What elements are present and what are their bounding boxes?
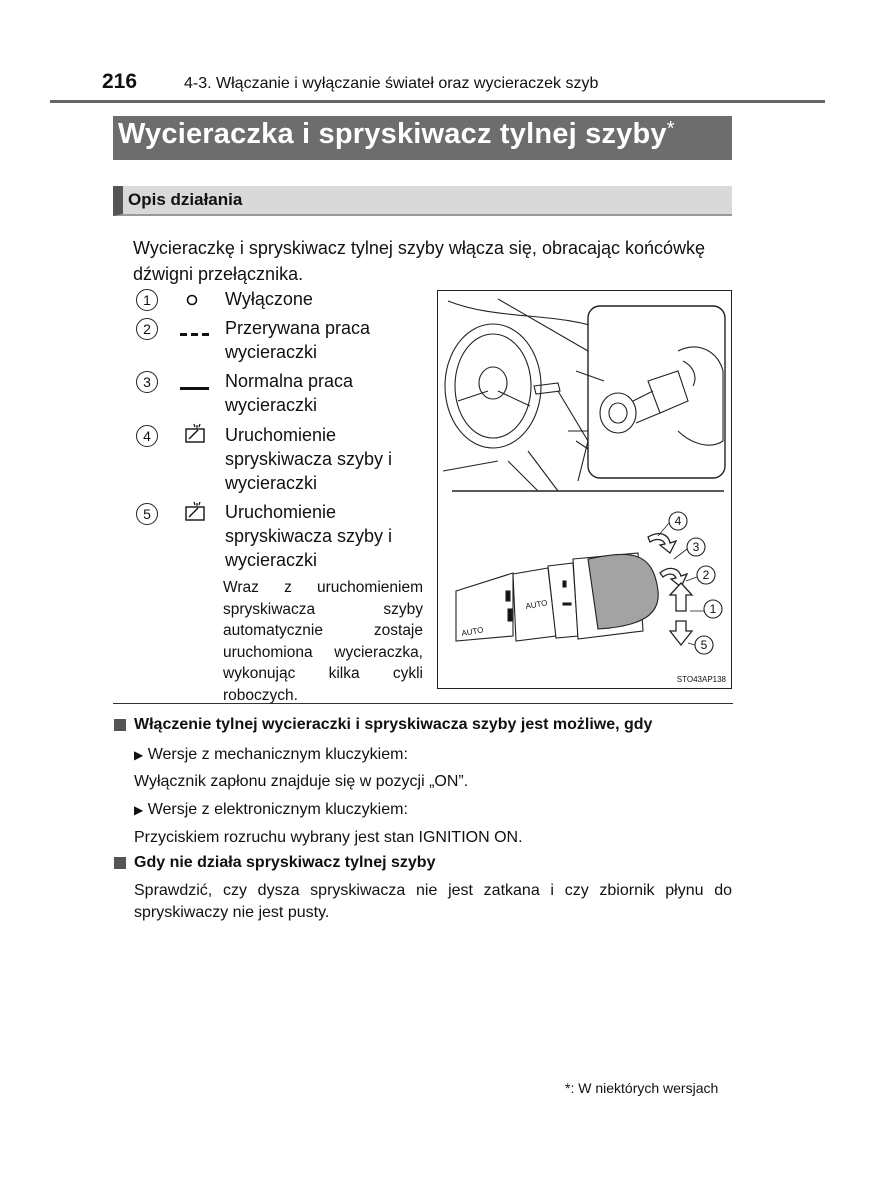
triangle-bullet-icon: ▶	[134, 803, 144, 817]
failure-heading: Gdy nie działa spryskiwacz tylnej szyby	[134, 854, 436, 871]
normal-symbol-icon	[180, 379, 210, 397]
square-bullet-icon	[114, 857, 126, 869]
section-divider	[113, 703, 733, 704]
square-bullet-icon	[114, 719, 126, 731]
smart-key-label-row	[134, 799, 408, 821]
triangle-bullet-icon: ▶	[134, 748, 144, 762]
intro-paragraph: Wycieraczkę i spryskiwacz tylnej szyby włącza się, obracając końcówkę dźwigni przełącznika.	[133, 238, 706, 284]
item-5-note: Wraz z uruchomieniem spryskiwacza szyby automatycznie zostaje uruchomiona wycieraczka, wykonując kilka cykli roboczych.	[223, 579, 423, 704]
smart-key-label: Wersje z elektronicznym kluczykiem:	[147, 801, 408, 818]
item-2-label: Przerywana praca wycieraczki	[225, 318, 371, 362]
page-title-text: Wycieraczka i spryskiwacz tylnej szyby	[118, 118, 667, 150]
item-5-label: Uruchomienie spryskiwacza szyby i wycieraczki	[225, 502, 393, 570]
section-title: Opis działania	[128, 190, 243, 209]
intermittent-symbol-icon	[180, 325, 210, 343]
item-1-number: 1	[136, 289, 158, 311]
item-3-label: Normalna praca wycieraczki	[225, 371, 354, 415]
conditions-heading: Włączenie tylnej wycieraczki i spryskiwacza szyby jest możliwe, gdy	[134, 716, 653, 733]
figure-code: STO43AP138	[676, 675, 726, 684]
item-2-number: 2	[136, 318, 158, 340]
failure-text: Sprawdzić, czy dysza spryskiwacza nie jest zatkana i czy zbiornik płynu do spryskiwaczy nie jest pusty.	[134, 882, 732, 921]
header-rule	[50, 100, 825, 103]
callout-1: 1	[709, 602, 717, 616]
title-asterisk: *	[666, 118, 675, 140]
footnote-text: : W niektórych wersjach	[570, 1080, 719, 1096]
item-5-number: 5	[136, 503, 158, 525]
footnote	[565, 1080, 718, 1096]
item-4-number: 4	[136, 425, 158, 447]
auto-label-stalk: AUTO	[460, 625, 485, 638]
item-1-label: Wyłączone	[225, 289, 313, 309]
wiper-lever-illustration	[437, 290, 732, 689]
item-3-number: 3	[136, 371, 158, 393]
auto-label-lever: AUTO	[524, 598, 549, 611]
rear-washer-icon	[183, 501, 209, 528]
page-number: 216	[102, 70, 138, 93]
callout-5: 5	[700, 638, 708, 652]
off-symbol-icon	[186, 293, 198, 311]
mech-key-label: Wersje z mechanicznym kluczykiem:	[147, 746, 408, 763]
mech-key-label-row	[134, 744, 408, 766]
page-title	[118, 118, 675, 151]
rear-washer-icon	[183, 423, 209, 450]
mech-key-text: Wyłącznik zapłonu znajduje się w pozycji „ON”.	[134, 773, 469, 790]
callout-3: 3	[692, 540, 700, 554]
chapter-title: 4-3. Włączanie i wyłączanie świateł oraz wycieraczek szyb	[184, 75, 599, 92]
callout-2: 2	[702, 568, 710, 582]
smart-key-text: Przyciskiem rozruchu wybrany jest stan IGNITION ON.	[134, 829, 523, 846]
footnote-asterisk: *	[565, 1080, 571, 1096]
item-4-label: Uruchomienie spryskiwacza szyby i wycieraczki	[225, 425, 393, 493]
callout-4: 4	[674, 514, 682, 528]
